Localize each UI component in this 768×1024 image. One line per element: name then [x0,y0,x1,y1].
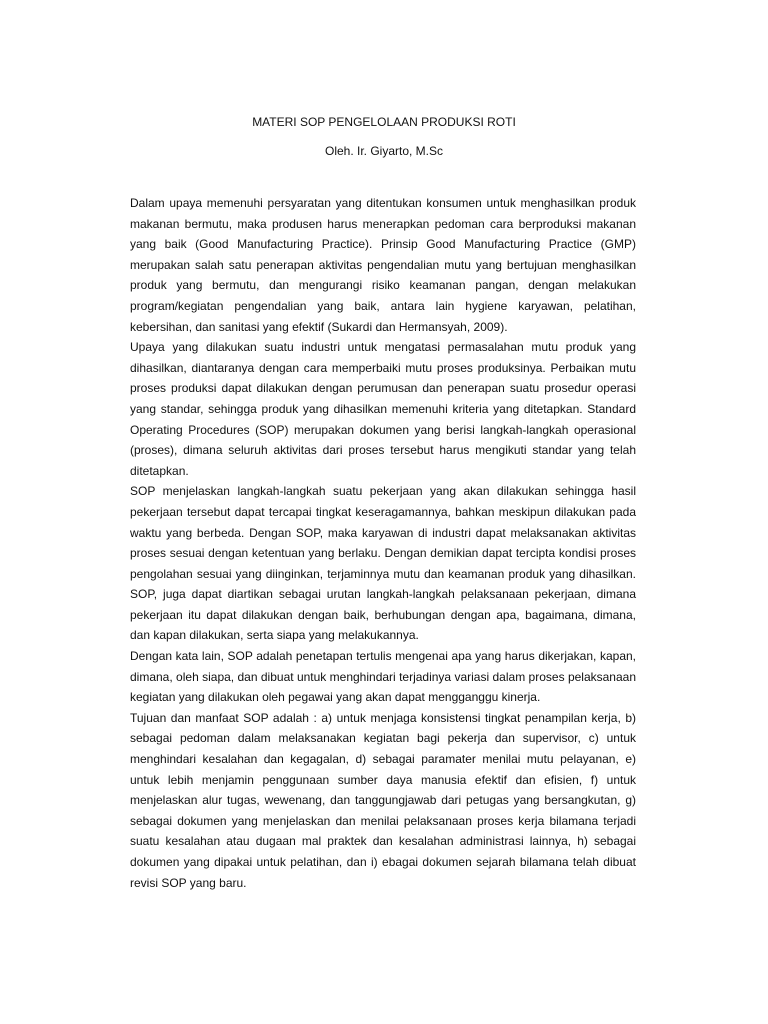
document-title: MATERI SOP PENGELOLAAN PRODUKSI ROTI [252,115,516,129]
paragraph: SOP menjelaskan langkah-langkah suatu pekerjaan yang akan dilakukan sehingga hasil pekerjaan tersebut dapat tercapai tingkat keseragamannya, bahkan meskipun dilakukan pada waktu yang berbeda. Dengan SOP, maka karyawan di industri dapat melaksanakan aktivitas proses sesuai dengan ketentuan yang berlaku. Dengan demikian dapat tercipta kondisi proses pengolahan sesuai yang diinginkan, terjaminnya mutu dan keamanan produk yang dihasilkan. SOP, juga dapat diartikan sebagai urutan langkah-langkah pelaksanaan pekerjaan, dimana pekerjaan itu dapat dilakukan dengan baik, berhubungan dengan apa, bagaimana, dimana, dan kapan dilakukan, serta siapa yang melakukannya. [130,484,636,643]
paragraph: Tujuan dan manfaat SOP adalah : a) untuk menjaga konsistensi tingkat penampilan kerja, b) sebagai pedoman dalam melaksanakan kegiatan bagi pekerja dan supervisor, c) untuk menghindari kesalahan dan kegagalan, d) sebagai paramater menilai mutu pelayanan, e) untuk lebih menjamin penggunaan sumber daya manusia efektif dan efisien, f) untuk menjelaskan alur tugas, wewenang, dan tanggungjawab dari petugas yang bersangkutan, g) sebagai dokumen yang menjelaskan dan menilai pelaksanaan proses kerja bilamana terjadi suatu kesalahan atau dugaan mal praktek dan kesalahan administrasi lainnya, h) sebagai dokumen yang dipakai untuk pelatihan, dan i) ebagai dokumen sejarah bilamana telah dibuat revisi SOP yang baru. [130,710,636,890]
paragraph: Upaya yang dilakukan suatu industri untuk mengatasi permasalahan mutu produk yang dihasilkan, diantaranya dengan cara memperbaiki mutu proses produksinya. Perbaikan mutu proses produksi dapat dilakukan dengan perumusan dan penerapan suatu prosedur operasi yang standar, sehingga produk yang dihasilkan memenuhi kriteria yang ditetapkan. Standard Operating Procedures (SOP) merupakan dokumen yang berisi langkah-langkah operasional (proses), dimana seluruh aktivitas dari proses tersebut harus mengikuti standar yang telah ditetapkan. [130,340,636,478]
document-author: Oleh. Ir. Giyarto, M.Sc [324,144,444,158]
document-body [130,193,636,893]
paragraph: Dengan kata lain, SOP adalah penetapan tertulis mengenai apa yang harus dikerjakan, kapan, dimana, oleh siapa, dan dibuat untuk menghindari terjadinya variasi dalam proses pelaksanaan kegiatan yang dilakukan oleh pegawai yang akan dapat mengganggu kinerja. [130,649,636,705]
paragraph: Dalam upaya memenuhi persyaratan yang ditentukan konsumen untuk menghasilkan produk makanan bermutu, maka produsen harus menerapkan pedoman cara berproduksi makanan yang baik (Good Manufacturing Practice). Prinsip Good Manufacturing Practice (GMP) merupakan salah satu penerapan aktivitas pengendalian mutu yang bertujuan menghasilkan produk yang bermutu, dan mengurangi risiko keamanan pangan, dengan melakukan program/kegiatan pengendalian yang baik, antara lain hygiene karyawan, pelatihan, kebersihan, dan sanitasi yang efektif (Sukardi dan Hermansyah, 2009). [130,196,636,334]
